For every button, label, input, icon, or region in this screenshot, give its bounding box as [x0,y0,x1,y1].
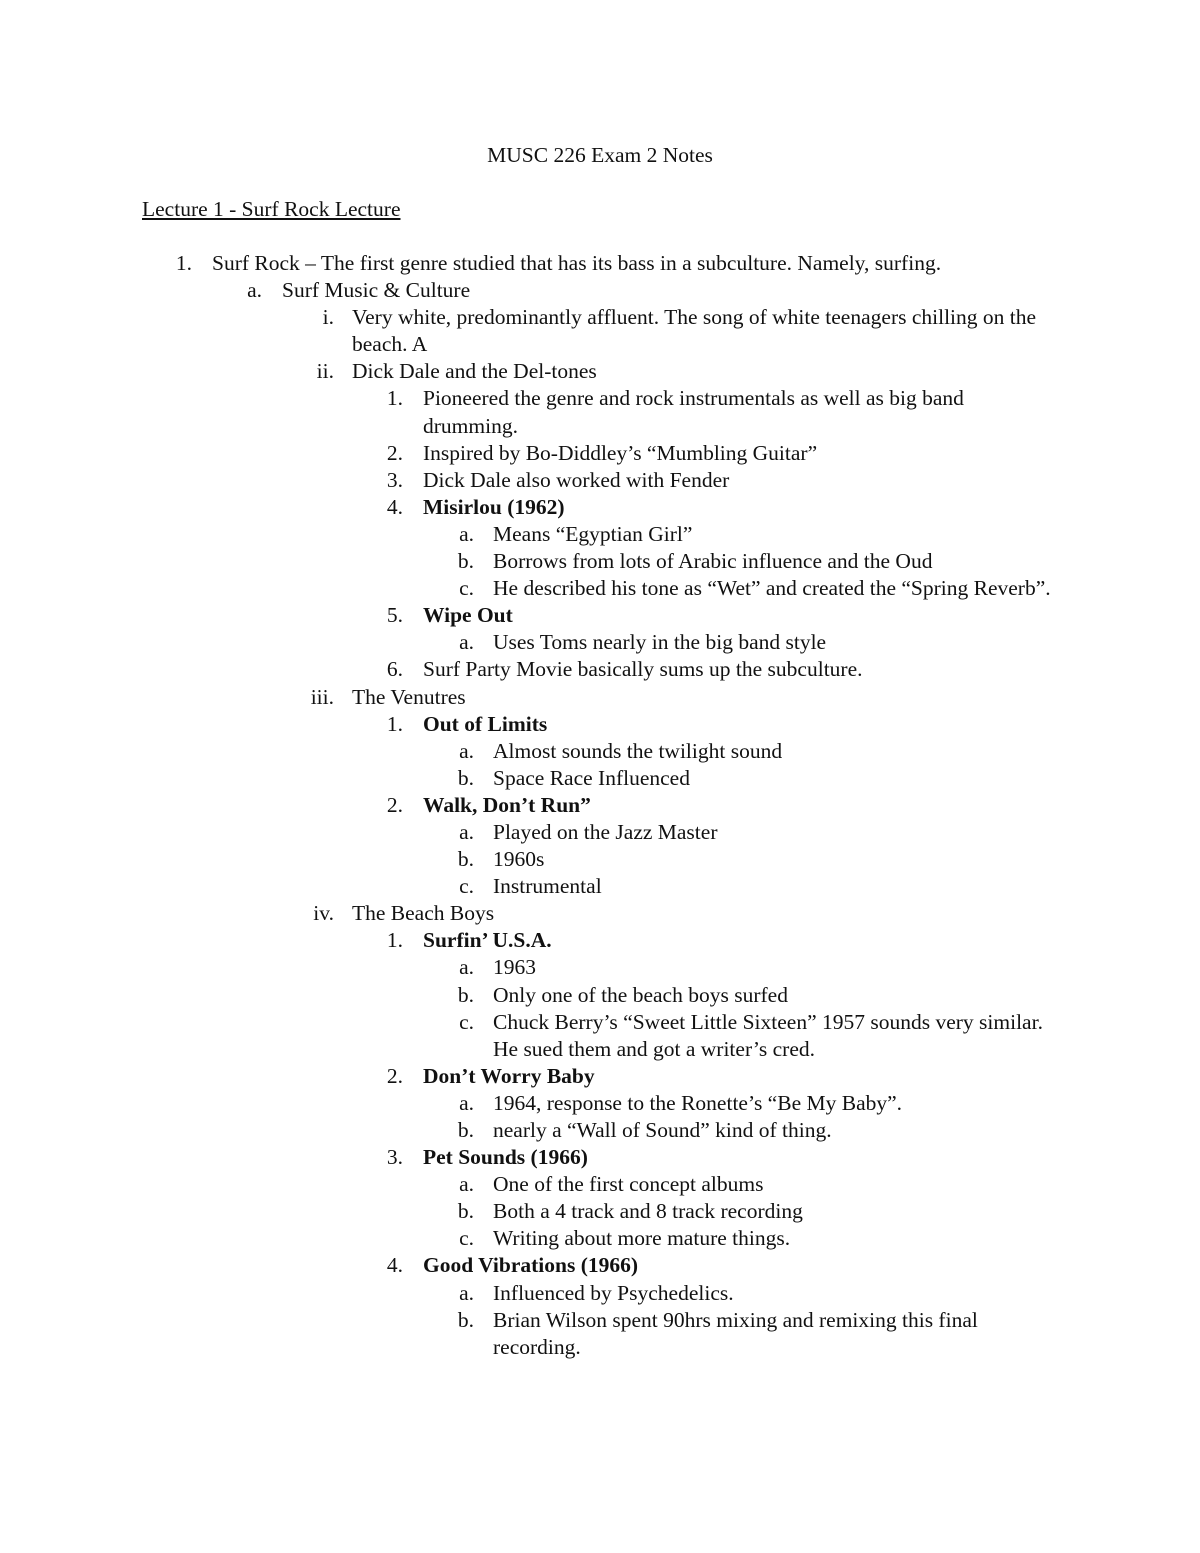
list-item-text: He described his tone as “Wet” and created the “Spring Reverb”. [493,576,1051,601]
list-item-text: Surfin’ U.S.A. [423,928,552,953]
list-marker: a. [459,1280,474,1305]
list-item-text: Space Race Influenced [493,765,690,790]
list-marker: a. [459,955,474,980]
list-item-text: 1963 [493,955,536,980]
outline-item-level-5 [0,873,1058,900]
list-item-text: 1960s [493,847,545,872]
outline-item-level-5 [0,1225,1058,1252]
list-marker: 4. [386,494,403,519]
outline-item-level-3 [0,358,1058,385]
outline-item-level-4 [0,656,1058,683]
outline-item-level-4 [0,1144,1058,1171]
list-marker: a. [459,738,474,763]
list-item-text: Inspired by Bo-Diddley’s “Mumbling Guitar” [423,440,818,465]
outline-item-level-5 [0,1198,1058,1225]
list-marker: c. [459,576,474,601]
list-item-text: Surf Rock – The first genre studied that has its bass in a subculture. Namely, surfing. [212,251,942,275]
list-marker: b. [457,982,474,1007]
outline-item-level-5 [0,521,1058,548]
outline-item-level-5 [0,1280,1058,1307]
list-item-text: The Venutres [352,684,466,709]
list-marker: a. [459,630,474,655]
list-item-text: Both a 4 track and 8 track recording [493,1199,803,1224]
list-marker: b. [457,1199,474,1224]
list-item-text: Very white, predominantly affluent. The song of white teenagers chilling on the beach. A [352,305,1037,357]
list-item-text: Surf Party Movie basically sums up the subculture. [423,657,863,682]
outline-item-level-5 [0,575,1058,602]
list-marker: i. [322,305,334,330]
list-marker: 5. [386,603,403,628]
list-marker: 1. [386,386,403,411]
list-marker: 1. [175,251,192,275]
outline-item-level-4 [0,602,1058,629]
outline-item-level-3 [0,684,1058,711]
outline-item-level-5 [0,954,1058,981]
list-item-text: Out of Limits [423,711,548,736]
list-item-text: nearly a “Wall of Sound” kind of thing. [493,1118,832,1142]
list-item-text: 1964, response to the Ronette’s “Be My Baby”. [493,1090,903,1115]
list-marker: 1. [386,928,403,953]
list-item-text: Dick Dale also worked with Fender [423,467,730,492]
list-item-text: Writing about more mature things. [493,1226,791,1251]
outline-item-level-4 [0,1063,1058,1090]
list-item-text: Brian Wilson spent 90hrs mixing and remixing this final recording. [493,1307,978,1359]
list-marker: ii. [316,359,334,384]
list-item-text: Wipe Out [423,603,513,628]
list-marker: a. [459,521,474,546]
list-item-text: Instrumental [493,874,602,899]
outline-item-level-5 [0,982,1058,1009]
list-marker: b. [457,1118,474,1142]
list-item-text: Dick Dale and the Del-tones [352,359,597,384]
list-item-text: Walk, Don’t Run” [423,792,591,817]
list-marker: 6. [386,657,403,682]
outline-item-level-4 [0,711,1058,738]
list-item-text: Pioneered the genre and rock instrumentals as well as big band drumming. [423,386,964,438]
outline-item-level-5 [0,765,1058,792]
list-marker: c. [459,1009,474,1034]
list-marker: a. [459,819,474,844]
list-item-text: Only one of the beach boys surfed [493,982,788,1007]
outline-item-level-4 [0,467,1058,494]
list-marker: 4. [386,1253,403,1278]
outline-item-level-5 [0,1171,1058,1198]
list-marker: c. [459,1226,474,1251]
list-item-text: Uses Toms nearly in the big band style [493,630,827,655]
outline-item-level-4 [0,440,1058,467]
list-marker: a. [247,278,262,303]
list-item-text: One of the first concept albums [493,1172,764,1197]
list-marker: 3. [386,1145,403,1170]
document-title: MUSC 226 Exam 2 Notes [487,143,713,167]
list-item-text: Played on the Jazz Master [493,819,718,844]
list-marker: b. [457,549,474,574]
list-marker: 1. [386,711,403,736]
list-marker: a. [459,1090,474,1115]
list-item-text: Don’t Worry Baby [423,1063,595,1088]
outline-item-level-5 [0,1307,1058,1361]
list-item-text: Chuck Berry’s “Sweet Little Sixteen” 1957 sounds very similar. He sued them and got a writer’s cred. [493,1009,1043,1061]
list-marker: 2. [386,440,403,465]
list-item-text: Surf Music & Culture [282,278,471,303]
list-item-text: Misirlou (1962) [423,494,565,519]
list-marker: 3. [386,467,403,492]
notes-outline [0,250,1200,1361]
lecture-heading: Lecture 1 - Surf Rock Lecture [142,197,401,221]
outline-item-level-5 [0,1009,1058,1063]
list-marker: a. [459,1172,474,1197]
outline-item-level-5 [0,629,1058,656]
list-item-text: Almost sounds the twilight sound [493,738,783,763]
list-marker: c. [459,874,474,899]
outline-item-level-4 [0,385,1058,439]
outline-item-level-1 [0,250,1058,277]
list-item-text: Influenced by Psychedelics. [493,1280,734,1305]
outline-item-level-5 [0,548,1058,575]
list-marker: b. [457,847,474,872]
outline-item-level-3 [0,900,1058,927]
list-item-text: The Beach Boys [352,901,495,926]
list-marker: 2. [386,1063,403,1088]
outline-item-level-5 [0,1090,1058,1117]
list-marker: iii. [310,684,334,709]
outline-item-level-5 [0,846,1058,873]
list-marker: b. [457,765,474,790]
outline-item-level-3 [0,304,1058,358]
outline-item-level-4 [0,1252,1058,1279]
outline-item-level-2 [0,277,1058,304]
list-item-text: Borrows from lots of Arabic influence and the Oud [493,549,933,574]
list-marker: iv. [313,901,334,926]
outline-item-level-4 [0,494,1058,521]
outline-item-level-5 [0,1117,1058,1144]
outline-item-level-5 [0,738,1058,765]
list-item-text: Pet Sounds (1966) [423,1145,588,1170]
list-marker: b. [457,1307,474,1332]
list-marker: 2. [386,792,403,817]
list-item-text: Means “Egyptian Girl” [493,521,693,546]
outline-item-level-4 [0,792,1058,819]
outline-item-level-4 [0,927,1058,954]
list-item-text: Good Vibrations (1966) [423,1253,639,1278]
outline-item-level-5 [0,819,1058,846]
